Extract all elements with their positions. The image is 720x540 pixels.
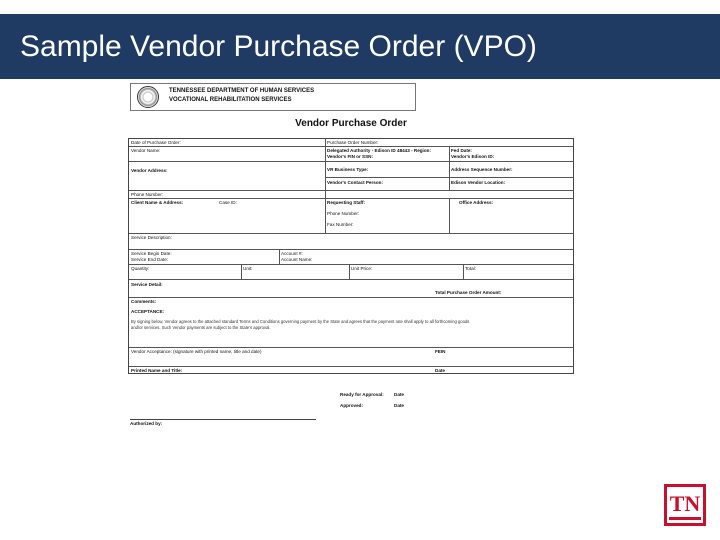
- form-title: Vendor Purchase Order: [295, 118, 407, 129]
- label-vendor-acceptance-signature: Vendor Acceptance: (signature with printed name, title and date): [131, 349, 262, 354]
- label-total-po-amount: Total Purchase Order Amount:: [435, 290, 502, 295]
- label-address-sequence: Address Sequence Number:: [451, 167, 513, 172]
- title-bar: [0, 14, 720, 79]
- label-service-detail: Service Detail:: [131, 282, 163, 287]
- label-printed-name-title: Printed Name and Title:: [131, 368, 183, 373]
- label-date-of-po: Date of Purchase Order:: [131, 140, 181, 145]
- label-authorized-by: Authorized by:: [130, 421, 163, 426]
- tennessee-logo: [664, 484, 706, 526]
- state-seal-icon: [137, 86, 159, 108]
- acceptance-terms-line-2: and/or services. Such Vendor payments are subject to the State's approval.: [131, 325, 271, 330]
- label-date: Date: [435, 368, 445, 373]
- document-letterhead: [130, 83, 416, 111]
- label-po-number: Purchase Order Number:: [327, 140, 379, 145]
- label-total: Total:: [465, 266, 476, 271]
- label-vendor-contact: Vendor's Contact Person:: [327, 180, 383, 185]
- label-client-name: Client Name & Address:: [131, 200, 184, 205]
- label-phone-number: Phone Number:: [131, 192, 164, 197]
- label-fein: FEIN: [435, 349, 446, 354]
- label-account-number: Account #:: [281, 251, 303, 256]
- slide-title: Sample Vendor Purchase Order (VPO): [20, 30, 537, 63]
- acceptance-terms-line-1: By signing below, Vendor agrees to the attached standard Terms and Conditions governing payment by the State and agrees that the payment rate shall apply to all forthcoming goods: [131, 319, 470, 324]
- tn-logo-text: TN: [669, 491, 701, 516]
- label-vendor-fein: Vendor's FIN or SSN:: [327, 154, 374, 159]
- label-office-address: Office Address:: [459, 200, 494, 205]
- purchase-order-form: [128, 138, 574, 374]
- tn-logo-stripe: [669, 517, 701, 520]
- authorized-signature-line: [130, 419, 316, 420]
- division-name: VOCATIONAL REHABILITATION SERVICES: [169, 97, 292, 103]
- label-approved: Approved:: [340, 403, 363, 408]
- label-edison-location: Edison Vendor Location:: [451, 180, 506, 185]
- label-unit-price: Unit Price:: [351, 266, 373, 271]
- label-fax-number: Fax Number:: [327, 222, 354, 227]
- label-vendor-name: Vendor Name:: [131, 148, 161, 153]
- label-unit: Unit:: [243, 266, 253, 271]
- label-ready-date: Date: [394, 392, 404, 397]
- vendor-purchase-order-document: [126, 80, 576, 430]
- label-account-name: Account Name:: [281, 257, 313, 262]
- label-case-id: Case ID:: [219, 200, 237, 205]
- label-vendor-address: Vendor Address:: [131, 168, 168, 173]
- label-service-description: Service Description:: [131, 235, 172, 240]
- label-fed-date: Fed Date:: [451, 148, 472, 153]
- label-comments: Comments:: [131, 299, 157, 304]
- label-quantity: Quantity:: [131, 266, 150, 271]
- label-acceptance: ACCEPTANCE:: [131, 309, 165, 314]
- label-requesting-staff: Requesting Staff:: [327, 200, 366, 205]
- label-service-begin: Service Begin Date:: [131, 251, 172, 256]
- label-ready-for-approval: Ready for Approval:: [340, 392, 384, 397]
- department-name: TENNESSEE DEPARTMENT OF HUMAN SERVICES: [169, 88, 315, 94]
- label-approved-date: Date: [394, 403, 404, 408]
- label-delegated-authority: Delegated Authority - Edison ID 48443 - Region:: [327, 148, 431, 153]
- label-vr-business-type: VR Business Type:: [327, 167, 369, 172]
- label-vendor-edison-id: Vendor's Edison ID:: [451, 154, 495, 159]
- label-service-end: Service End Date:: [131, 257, 169, 262]
- label-staff-phone: Phone Number:: [327, 211, 360, 216]
